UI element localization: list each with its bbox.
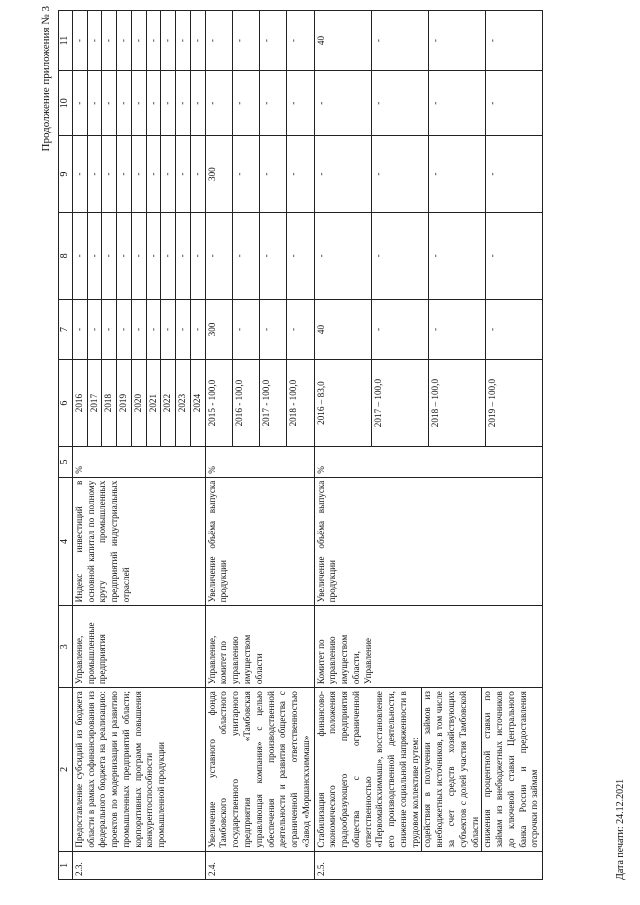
- amount-cell: -: [314, 212, 371, 299]
- amount-cell: -: [205, 11, 232, 71]
- amount-cell: -: [260, 136, 287, 212]
- amount-cell: -: [287, 136, 314, 212]
- col-header: 10: [59, 71, 73, 136]
- amount-cell: -: [131, 212, 146, 299]
- amount-cell: -: [205, 212, 232, 299]
- header-row: [59, 11, 73, 880]
- amount-cell: -: [232, 136, 259, 212]
- amount-cell: -: [371, 136, 428, 212]
- year-value-cell: 2017: [87, 359, 102, 446]
- amount-cell: -: [371, 300, 428, 360]
- appendix-caption: Продолжение приложения № 3: [40, 6, 52, 152]
- amount-cell: 300: [205, 136, 232, 212]
- amount-cell: -: [146, 136, 161, 212]
- amount-cell: -: [102, 136, 117, 212]
- table-row: [314, 11, 371, 880]
- amount-cell: -: [176, 11, 191, 71]
- year-value-cell: 2024: [190, 359, 205, 446]
- amount-cell: -: [117, 71, 132, 136]
- col-header: 11: [59, 11, 73, 71]
- year-value-cell: 2019: [117, 359, 132, 446]
- amount-cell: -: [176, 71, 191, 136]
- executor-cell: Управление, промышленные предприятия: [72, 606, 205, 688]
- col-header: 6: [59, 359, 73, 446]
- amount-cell: -: [428, 212, 485, 299]
- amount-cell: -: [190, 300, 205, 360]
- col-header: 7: [59, 300, 73, 360]
- table-row: [72, 11, 87, 880]
- year-value-cell: 2021: [146, 359, 161, 446]
- unit-cell: %: [205, 447, 314, 478]
- amount-cell: -: [161, 71, 176, 136]
- amount-cell: -: [232, 300, 259, 360]
- amount-cell: -: [176, 212, 191, 299]
- amount-cell: -: [72, 71, 87, 136]
- year-value-cell: 2018: [102, 359, 117, 446]
- year-value-cell: 2018 – 100,0: [428, 359, 485, 446]
- year-value-cell: 2016 – 83,0: [314, 359, 371, 446]
- amount-cell: -: [87, 212, 102, 299]
- action-subtext: содействия в получении займов из внебюджетных источников, в том числе за счет средств хозяйствующих субъектов с долей участия Тамбовской области: [421, 688, 481, 851]
- amount-cell: -: [146, 11, 161, 71]
- action-cell: Увеличение уставного фонда Тамбовского областного государственного унитарного предприятия «Тамбовская управляющая компания» с целью обеспечения производственной деятельности и развития общества с ограниченной ответственностью «Завод «Моршанскхиммаш»: [205, 688, 314, 852]
- action-cell: [314, 688, 543, 852]
- amount-cell: -: [146, 300, 161, 360]
- amount-cell: -: [205, 71, 232, 136]
- amount-cell: -: [161, 300, 176, 360]
- action-subtext: снижения процентной ставки по займам из внебюджетных источников до ключевой ставки Центрального банка России и предоставления отсрочки по займам: [481, 688, 541, 851]
- year-value-cell: 2022: [161, 359, 176, 446]
- col-header: 5: [59, 447, 73, 478]
- amount-cell: 300: [205, 300, 232, 360]
- amount-cell: -: [314, 136, 371, 212]
- col-header: 3: [59, 606, 73, 688]
- amount-cell: -: [428, 136, 485, 212]
- col-header: 8: [59, 212, 73, 299]
- amount-cell: 40: [314, 300, 371, 360]
- amount-cell: -: [485, 11, 542, 71]
- amount-cell: -: [428, 300, 485, 360]
- amount-cell: -: [371, 71, 428, 136]
- row-number: 2.5.: [314, 851, 543, 879]
- amount-cell: -: [72, 300, 87, 360]
- measures-table: [58, 10, 543, 880]
- amount-cell: -: [485, 212, 542, 299]
- amount-cell: -: [287, 300, 314, 360]
- amount-cell: -: [117, 212, 132, 299]
- amount-cell: -: [232, 212, 259, 299]
- amount-cell: -: [117, 11, 132, 71]
- amount-cell: -: [428, 11, 485, 71]
- amount-cell: -: [371, 212, 428, 299]
- unit-cell: %: [72, 447, 205, 478]
- amount-cell: -: [190, 212, 205, 299]
- amount-cell: -: [87, 11, 102, 71]
- col-header: 9: [59, 136, 73, 212]
- amount-cell: -: [176, 136, 191, 212]
- amount-cell: -: [87, 71, 102, 136]
- amount-cell: -: [131, 11, 146, 71]
- action-cell: Предоставление субсидий из бюджета области в рамках софинансирования из федерального бюджета на реализацию: проектов по модернизации и развитию промышленных предприятий области; корпоративных программ повышения конкурентоспособности промышленной продукции: [72, 688, 205, 852]
- amount-cell: -: [102, 71, 117, 136]
- amount-cell: -: [102, 212, 117, 299]
- amount-cell: -: [190, 136, 205, 212]
- amount-cell: -: [131, 136, 146, 212]
- year-value-cell: 2023: [176, 359, 191, 446]
- amount-cell: -: [485, 300, 542, 360]
- executor-cell: Управление, комитет по управлению имуществом области: [205, 606, 314, 688]
- amount-cell: -: [72, 212, 87, 299]
- year-value-cell: 2015 - 100,0: [205, 359, 232, 446]
- amount-cell: -: [161, 11, 176, 71]
- amount-cell: 40: [314, 11, 371, 71]
- amount-cell: -: [131, 71, 146, 136]
- unit-cell: %: [314, 447, 543, 478]
- amount-cell: -: [428, 71, 485, 136]
- amount-cell: -: [232, 71, 259, 136]
- amount-cell: -: [371, 11, 428, 71]
- indicator-cell: Увеличение объёма выпуска продукции: [314, 477, 543, 606]
- amount-cell: -: [260, 300, 287, 360]
- amount-cell: -: [102, 11, 117, 71]
- year-value-cell: 2018 - 100,0: [287, 359, 314, 446]
- amount-cell: -: [287, 71, 314, 136]
- amount-cell: -: [161, 136, 176, 212]
- amount-cell: -: [131, 300, 146, 360]
- col-header: 1: [59, 851, 73, 879]
- amount-cell: -: [314, 71, 371, 136]
- year-value-cell: 2017 – 100,0: [371, 359, 428, 446]
- amount-cell: -: [146, 71, 161, 136]
- amount-cell: -: [72, 11, 87, 71]
- amount-cell: -: [232, 11, 259, 71]
- amount-cell: -: [485, 136, 542, 212]
- year-value-cell: 2019 – 100,0: [485, 359, 542, 446]
- amount-cell: -: [87, 300, 102, 360]
- col-header: 4: [59, 477, 73, 606]
- amount-cell: -: [87, 136, 102, 212]
- amount-cell: -: [485, 71, 542, 136]
- amount-cell: -: [287, 212, 314, 299]
- amount-cell: -: [176, 300, 191, 360]
- action-text: Стабилизация финансово-экономического положения градообразующего предприятия общества с ограниченной ответственностью «Первомайскхиммаш», восстановление его производственной деятельности, снижение социальной напряженности в трудовом коллективе путем:: [315, 691, 420, 848]
- amount-cell: -: [190, 71, 205, 136]
- print-date: Дата печати: 24.12.2021: [615, 778, 626, 880]
- year-value-cell: 2020: [131, 359, 146, 446]
- amount-cell: -: [287, 11, 314, 71]
- amount-cell: -: [260, 212, 287, 299]
- amount-cell: -: [161, 212, 176, 299]
- year-value-cell: 2016: [72, 359, 87, 446]
- year-value-cell: 2016 - 100,0: [232, 359, 259, 446]
- year-value-cell: 2017 - 100,0: [260, 359, 287, 446]
- col-header: 2: [59, 688, 73, 852]
- amount-cell: -: [117, 136, 132, 212]
- amount-cell: -: [260, 11, 287, 71]
- rotated-page: [40, 0, 630, 880]
- row-number: 2.3.: [72, 851, 205, 879]
- row-number: 2.4.: [205, 851, 314, 879]
- amount-cell: -: [117, 300, 132, 360]
- indicator-cell: Индекс инвестиций в основной капитал по полному кругу промышленных предприятий индустриальных отраслей: [72, 477, 205, 606]
- table-row: [205, 11, 232, 880]
- amount-cell: -: [190, 11, 205, 71]
- amount-cell: -: [102, 300, 117, 360]
- amount-cell: -: [72, 136, 87, 212]
- amount-cell: -: [146, 212, 161, 299]
- indicator-cell: Увеличение объёма выпуска продукции: [205, 477, 314, 606]
- executor-cell: Комитет по управлению имуществом области, Управление: [314, 606, 543, 688]
- amount-cell: -: [260, 71, 287, 136]
